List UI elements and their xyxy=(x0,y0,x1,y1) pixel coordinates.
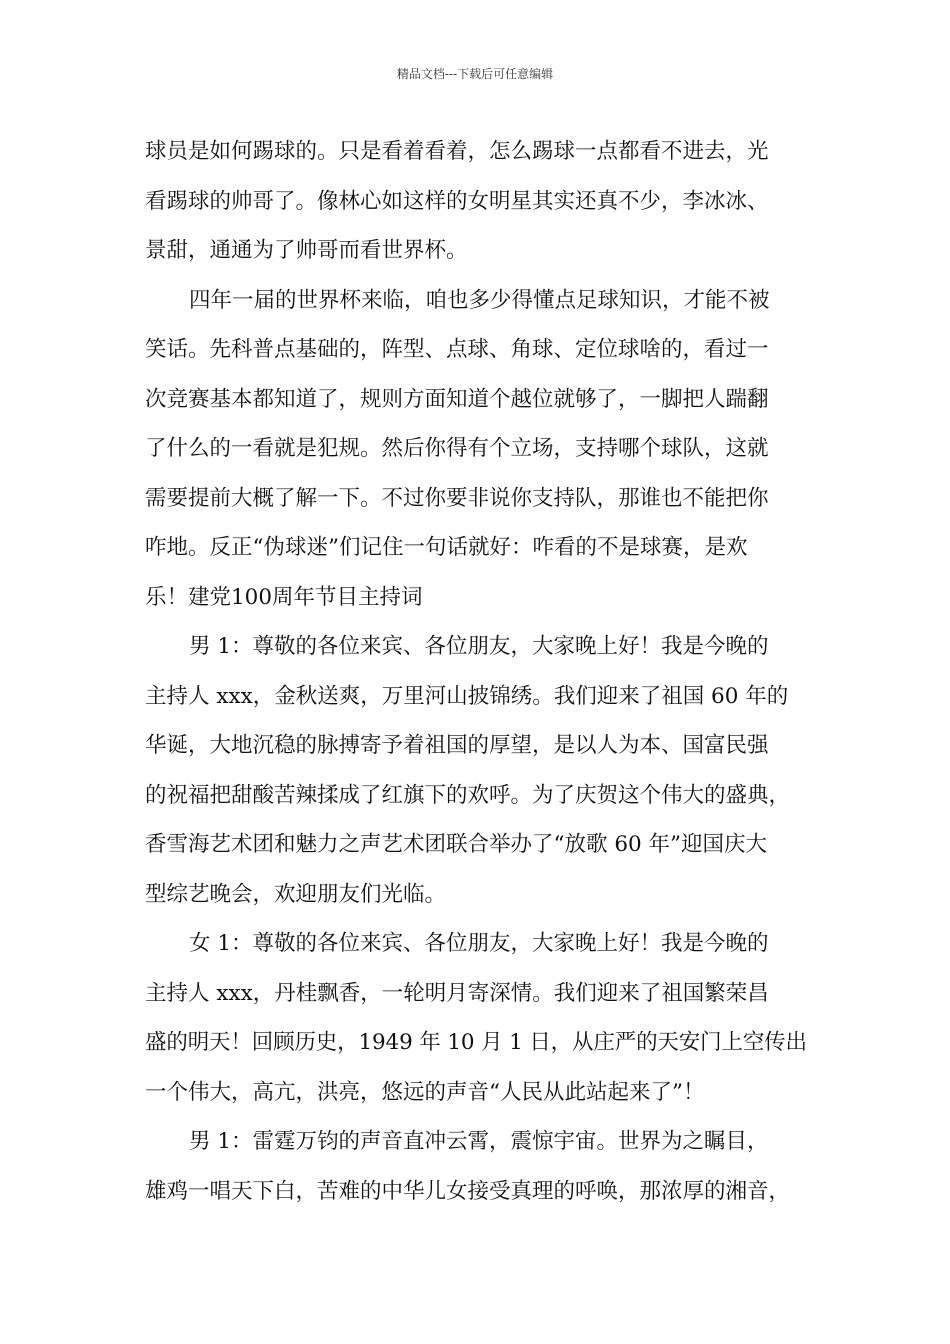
text-line: 了什么的一看就是犯规。然后你得有个立场，支持哪个球队，这就 xyxy=(145,436,769,461)
text-line: 一个伟大，高亢，洪亮，悠远的声音“人民从此站起来了”！ xyxy=(145,1079,705,1105)
document-body xyxy=(145,127,807,1216)
text-line: 看踢球的帅哥了。像林心如这样的女明星其实还真不少，李冰冰、 xyxy=(145,188,769,214)
text-line: 男 1：雷霆万钧的声音直冲云霄，震惊宇宙。世界为之瞩目， xyxy=(189,1129,769,1154)
paragraph xyxy=(145,1117,807,1216)
page-header: 精品文档---下载后可任意编辑 xyxy=(396,67,554,81)
text-line: 的祝福把甜酸苦辣揉成了红旗下的欢呼。为了庆贺这个伟大的盛典， xyxy=(145,782,791,808)
text-line: 需要提前大概了解一下。不过你要非说你支持队，那谁也不能把你 xyxy=(145,485,769,511)
text-line: 盛的明天！回顾历史，1949 年 10 月 1 日，从庄严的天安门上空传出 xyxy=(145,1030,807,1055)
paragraph xyxy=(145,622,807,919)
text-line: 次竞赛基本都知道了，规则方面知道个越位就够了，一脚把人踹翻 xyxy=(145,386,769,412)
text-line: 女 1：尊敬的各位来宾、各位朋友，大家晚上好！我是今晚的 xyxy=(189,931,769,956)
text-line: 乐！建党100周年节目主持词 xyxy=(145,584,423,610)
text-line: 香雪海艺术团和魅力之声艺术团联合举办了“放歌 60 年”迎国庆大 xyxy=(145,832,768,857)
text-line: 四年一届的世界杯来临，咱也多少得懂点足球知识，才能不被 xyxy=(189,287,770,313)
paragraph xyxy=(145,127,807,276)
text-line: 球员是如何踢球的。只是看着看着，怎么踢球一点都看不进去，光 xyxy=(145,139,769,164)
text-line: 型综艺晚会，欢迎朋友们光临。 xyxy=(145,881,447,907)
text-line: 华诞，大地沉稳的脉搏寄予着祖国的厚望，是以人为本、国富民强 xyxy=(145,733,769,758)
paragraph xyxy=(145,276,807,623)
text-line: 主持人 xxx，丹桂飘香，一轮明月寄深情。我们迎来了祖国繁荣昌 xyxy=(145,980,769,1006)
text-line: 雄鸡一唱天下白，苦难的中华儿女接受真理的呼唤，那浓厚的湘音， xyxy=(145,1178,791,1204)
text-line: 笑话。先科普点基础的，阵型、点球、角球、定位球啥的，看过一 xyxy=(145,337,769,362)
text-line: 男 1：尊敬的各位来宾、各位朋友，大家晚上好！我是今晚的 xyxy=(189,634,769,659)
text-line: 咋地。反正“伪球迷”们记住一句话就好：咋看的不是球赛，是欢 xyxy=(145,535,748,560)
text-line: 景甜，通通为了帅哥而看世界杯。 xyxy=(145,238,468,263)
text-line: 主持人 xxx，金秋送爽，万里河山披锦绣。我们迎来了祖国 60 年的 xyxy=(145,683,789,709)
paragraph xyxy=(145,919,807,1117)
